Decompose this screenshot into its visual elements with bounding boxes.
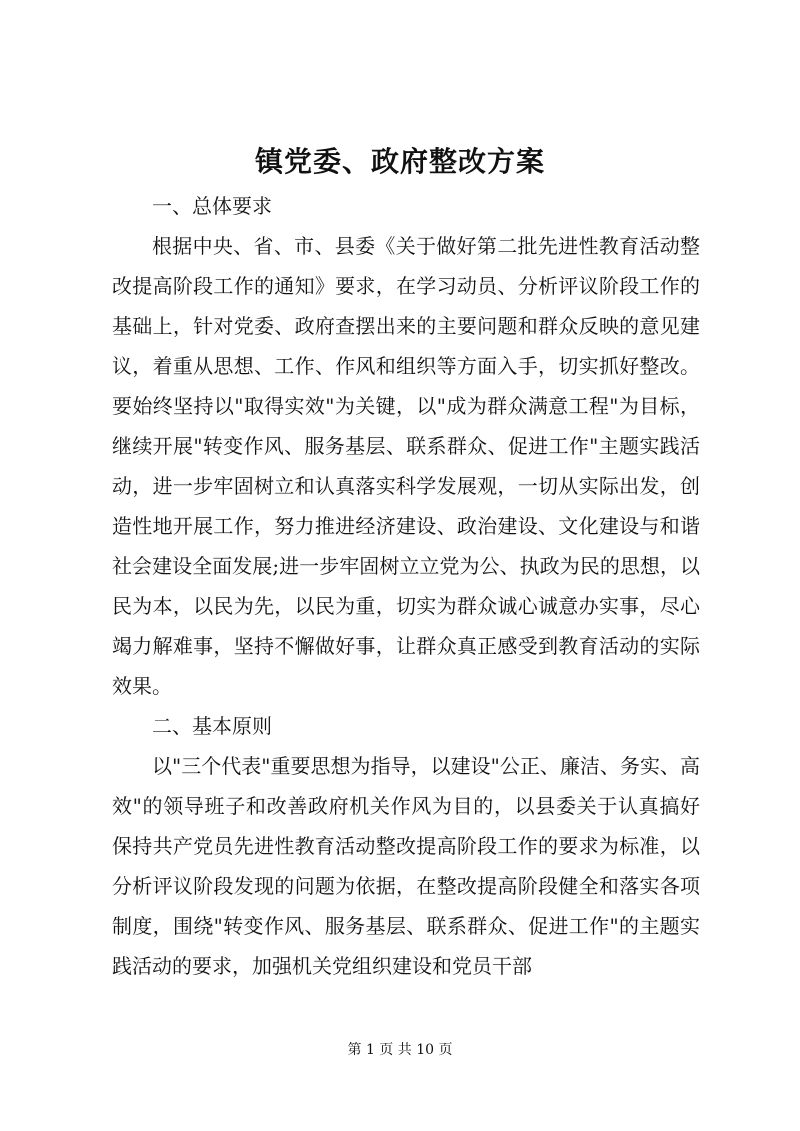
page-number-footer: 第 1 页 共 10 页 bbox=[347, 1042, 453, 1058]
section-heading-basic-principles: 二、基本原则 bbox=[152, 714, 272, 738]
section-heading-general-requirements: 一、总体要求 bbox=[152, 194, 272, 218]
paragraph-basic-principles: 以"三个代表"重要思想为指导，以建设"公正、廉洁、务实、高效"的领导班子和改善政府机关作风为目的，以县委关于认真搞好保持共产党员先进性教育活动整改提高阶段工作的要求为标准，以分析评议阶段发现的问题为依据，在整改提高阶段健全和落实各项制度，围绕"转变作风、服务基层、联系群众、促进工作"的主题实践活动的要求，加强机关党组织建设和党员干部 bbox=[112, 754, 700, 978]
paragraph-general-requirements: 根据中央、省、市、县委《关于做好第二批先进性教育活动整改提高阶段工作的通知》要求，在学习动员、分析评议阶段工作的基础上，针对党委、政府查摆出来的主要问题和群众反映的意见建议，着重从思想、工作、作风和组织等方面入手，切实抓好整改。要始终坚持以"取得实效"为关键，以"成为群众满意工程"为目标，继续开展"转变作风、服务基层、联系群众、促进工作"主题实践活动，进一步牢固树立和认真落实科学发展观，一切从实际出发，创造性地开展工作，努力推进经济建设、政治建设、文化建设与和谐社会建设全面发展;进一步牢固树立立党为公、执政为民的思想，以民为本，以民为先，以民为重，切实为群众诚心诚意办实事，尽心竭力解难事，坚持不懈做好事，让群众真正感受到教育活动的实际效果。 bbox=[112, 234, 700, 698]
document-body bbox=[112, 186, 700, 986]
document-title: 镇党委、政府整改方案 bbox=[254, 145, 545, 178]
